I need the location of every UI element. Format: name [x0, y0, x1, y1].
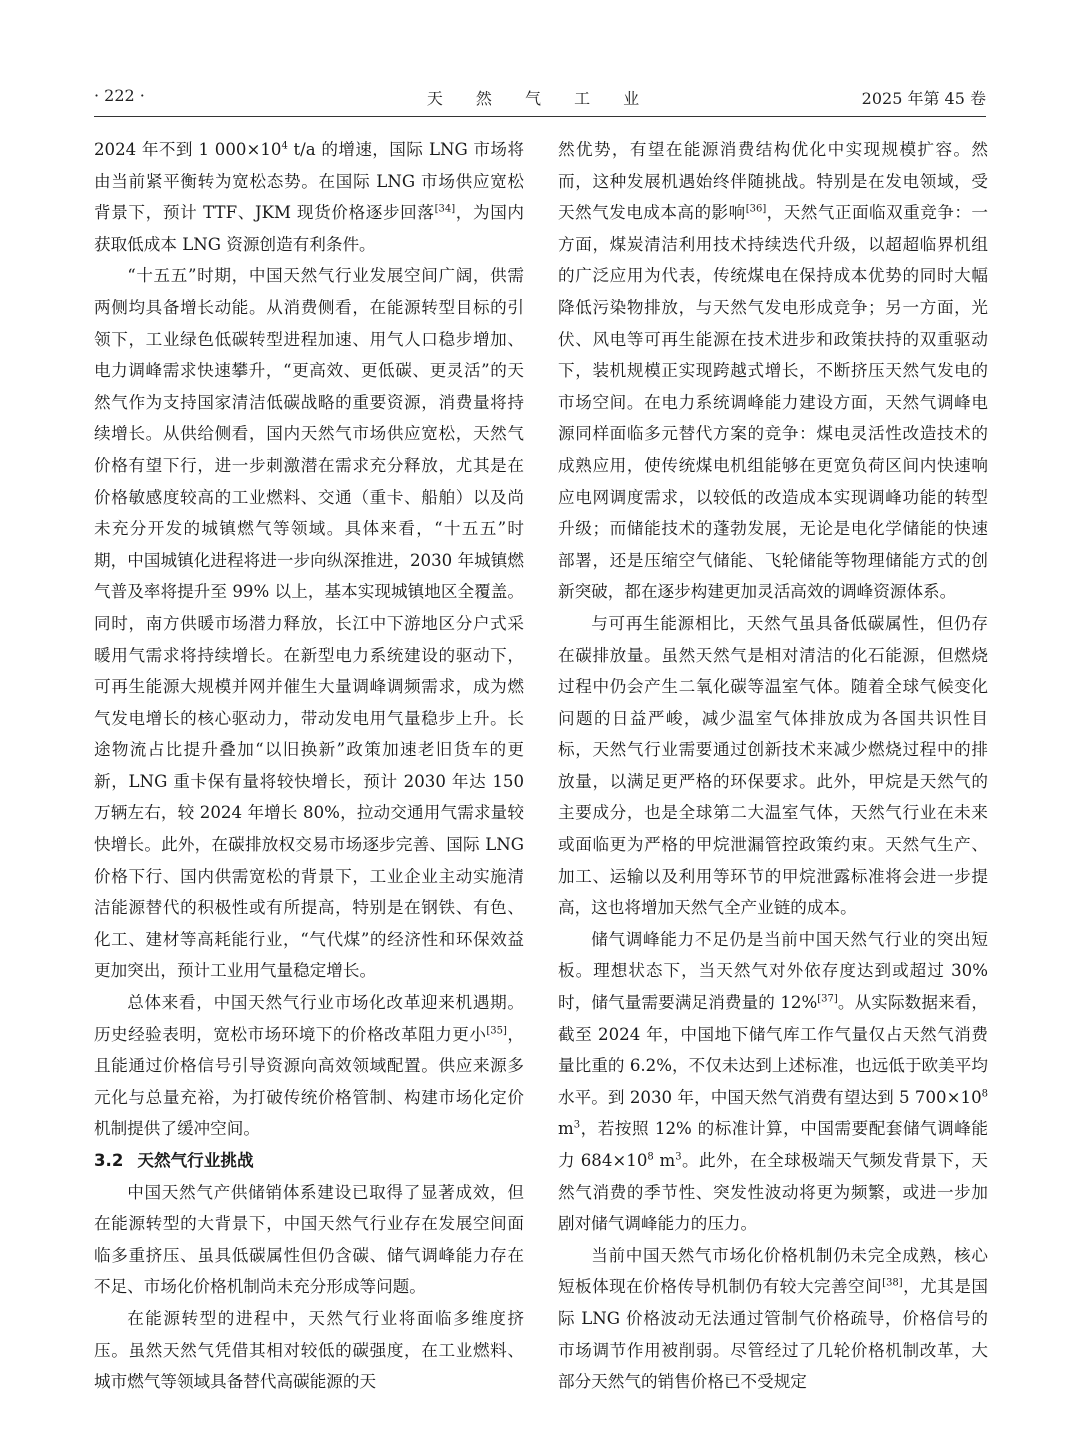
running-header	[94, 86, 986, 108]
text-run: 。从实际数据来看，截至 2024 年，中国地下储气库工作气量仅占天然气消费量比重的 6.2%，不仅未达到上述标准，也远低于欧美平均水平。到 2030 年，中国天然气消费有望达到 5 700×10	[558, 993, 989, 1107]
section-heading	[94, 1145, 524, 1177]
citation: [34]	[434, 203, 456, 215]
paragraph	[94, 134, 524, 260]
text-run: ，且能通过价格信号引导资源向高效领域配置。供应来源多元化与总量充裕，为打破传统价格管制、构建市场化定价机制提供了缓冲空间。	[94, 1024, 524, 1139]
superscript: 3	[675, 1151, 682, 1163]
text-run: 总体来看，中国天然气行业市场化改革迎来机遇期。历史经验表明，宽松市场环境下的价格改革阻力更小	[94, 993, 524, 1044]
paragraph: 中国天然气产供储销体系建设已取得了显著成效，但在能源转型的大背景下，中国天然气行业存在发展空间面临多重挤压、虽具低碳属性但仍含碳、储气调峰能力存在不足、市场化价格机制尚未充分形成等问题。	[94, 1182, 524, 1297]
text-run: 2024 年不到 1 000×10	[94, 140, 282, 159]
paragraph	[94, 987, 524, 1145]
right-column	[558, 134, 988, 1398]
text-run: 。此外，在全球极端天气频发背景下，天然气消费的季节性、突发性波动将更为频繁，或进一步加剧对储气调峰能力的压力。	[558, 1151, 988, 1234]
text-run: 当前中国天然气市场化价格机制仍未完全成熟，核心短板体现在价格传导机制仍有较大完善空间	[558, 1245, 988, 1297]
left-column	[94, 134, 524, 1398]
page-number: · 222 ·	[94, 86, 145, 105]
paragraph	[558, 1240, 988, 1398]
superscript: 8	[981, 1088, 988, 1100]
text-run: ，尤其是国际 LNG 价格波动无法通过管制气价格疏导，价格信号的市场调节作用被削弱。尽管经过了几轮价格机制改革，大部分天然气的销售价格已不受规定	[558, 1277, 989, 1392]
superscript: 8	[647, 1151, 654, 1163]
section-number: 3.2	[94, 1151, 124, 1170]
citation: [37]	[817, 993, 838, 1005]
citation: [38]	[882, 1277, 903, 1289]
header-rule	[94, 116, 986, 117]
text-run: ，为国内获取低成本 LNG 资源创造有利条件。	[94, 203, 525, 254]
text-run: 然优势，有望在能源消费结构优化中实现规模扩容。然而，这种发展机遇始终伴随挑战。特别是在发电领域，受天然气发电成本高的影响	[558, 140, 988, 223]
text-run: ，天然气正面临双重竞争：一方面，煤炭清洁利用技术持续迭代升级，以超超临界机组的广泛应用为代表，传统煤电在保持成本优势的同时大幅降低污染物排放，与天然气发电形成竞争；另一方面，光伏、风电等可再生能源在技术进步和政策扶持的双重驱动下，装机规模正实现跨越式增长，不断挤压天然气发电的市场空间。在电力系统调峰能力建设方面，天然气调峰电源同样面临多元替代方案的竞争：煤电灵活性改造技术的成熟应用，使传统煤电机组能够在更宽负荷区间内快速响应电网调度需求，以较低的改造成本实现调峰功能的转型升级；而储能技术的蓬勃发展，无论是电化学储能的快速部署，还是压缩空气储能、飞轮储能等物理储能方式的创新突破，都在逐步构建更加灵活高效的调峰资源体系。	[558, 203, 989, 602]
text-run: m	[558, 1119, 574, 1139]
section-title: 天然气行业挑战	[137, 1151, 254, 1170]
superscript: 4	[281, 140, 288, 152]
paragraph	[558, 134, 988, 608]
text-run: m	[653, 1151, 676, 1170]
paragraph: 在能源转型的进程中，天然气行业将面临多维度挤压。虽然天然气凭借其相对较低的碳强度，在工业燃料、城市燃气等领域具备替代高碳能源的天	[94, 1308, 524, 1392]
citation: [36]	[745, 203, 767, 215]
citation: [35]	[486, 1025, 507, 1037]
text-run: 储气调峰能力不足仍是当前中国天然气行业的突出短板。理想状态下，当天然气对外依存度达到或超过 30% 时，储气量需要满足消费量的 12%	[558, 929, 988, 1013]
paragraph: 与可再生能源相比，天然气虽具备低碳属性，但仍存在碳排放量。虽然天然气是相对清洁的化石能源，但燃烧过程中仍会产生二氧化碳等温室气体。随着全球气候变化问题的日益严峻，减少温室气体排放成为各国共识性目标，天然气行业需要通过创新技术来减少燃烧过程中的排放量，以满足更严格的环保要求。此外，甲烷是天然气的主要成分，也是全球第二大温室气体，天然气行业在未来或面临更为严格的甲烷泄漏管控政策约束。天然气生产、加工、运输以及利用等环节的甲烷泄露标准将会进一步提高，这也将增加天然气全产业链的成本。	[558, 613, 988, 918]
text-run: t/a 的增速，国际 LNG 市场将由当前紧平衡转为宽松态势。在国际 LNG 市场供应宽松背景下，预计 TTF、JKM 现货价格逐步回落	[94, 140, 524, 223]
paragraph: “十五五”时期，中国天然气行业发展空间广阔，供需两侧均具备增长动能。从消费侧看，在能源转型目标的引领下，工业绿色低碳转型进程加速、用气人口稳步增加、电力调峰需求快速攀升，“更高效、更低碳、更灵活”的天然气作为支持国家清洁低碳战略的重要资源，消费量将持续增长。从供给侧看，国内天然气市场供应宽松，天然气价格有望下行，进一步刺激潜在需求充分释放，尤其是在价格敏感度较高的工业燃料、交通（重卡、船舶）以及尚未充分开发的城镇燃气等领域。具体来看，“十五五”时期，中国城镇化进程将进一步向纵深推进，2030 年城镇燃气普及率将提升至 99% 以上，基本实现城镇地区全覆盖。同时，南方供暖市场潜力释放，长江中下游地区分户式采暖用气需求将持续增长。在新型电力系统建设的驱动下，可再生能源大规模并网并催生大量调峰调频需求，成为燃气发电增长的核心驱动力，带动发电用气量稳步上升。长途物流占比提升叠加“以旧换新”政策加速老旧货车的更新，LNG 重卡保有量将较快增长，预计 2030 年达 150 万辆左右，较 2024 年增长 80%，拉动交通用气需求量较快增长。此外，在碳排放权交易市场逐步完善、国际 LNG 价格下行、国内供需宽松的背景下，工业企业主动实施清洁能源替代的积极性或有所提高，特别是在钢铁、有色、化工、建材等高耗能行业，“气代煤”的经济性和环保效益更加突出，预计工业用气量稳定增长。	[94, 266, 524, 981]
volume-info: 2025 年第 45 卷	[861, 89, 986, 108]
journal-title: 天 然 气 工 业	[426, 89, 654, 108]
text-run: ，若按照 12% 的标准计算，中国需要配套储气调峰能力 684×10	[558, 1119, 988, 1170]
paragraph	[558, 924, 988, 1240]
superscript: 3	[573, 1119, 581, 1131]
